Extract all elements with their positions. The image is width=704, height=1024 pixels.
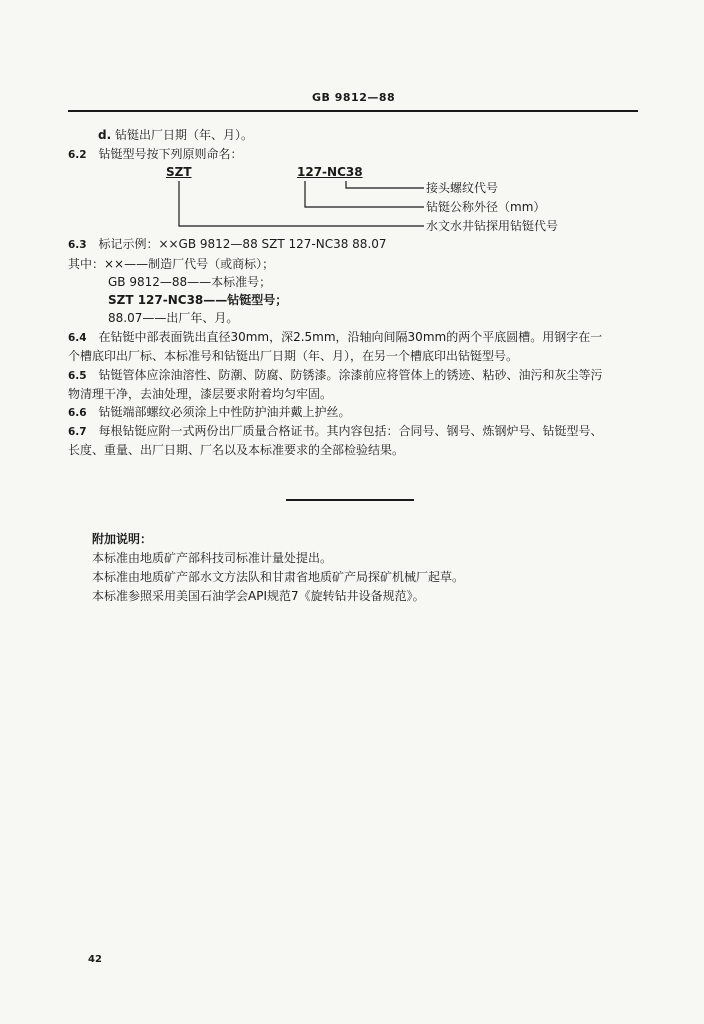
section-6-7-line-2: 长度、重量、出厂日期、厂名以及本标准要求的全部检验结果。 [68,443,405,457]
header-doc-code: GB 9812—88 [312,91,396,104]
item-d-label: d. [98,128,112,142]
section-6-4-line-1: 在钻铤中部表面铣出直径30mm，深2.5mm，沿轴向间隔30mm的两个平底圆槽。用钢字在一 [98,330,603,344]
section-6-3 [68,236,387,253]
section-6-5-line-2: 物清理干净，去油处理，漆层要求附着均匀牢固。 [68,387,333,401]
section-6-3-where: 其中：××——制造厂代号（或商标）； [68,257,275,271]
label-prefix-code: 水文水井钻探用钻铤代号 [426,219,559,233]
section-6-3-line-2: SZT 127-NC38——钻铤型号； [108,293,288,307]
section-6-7-number: 6.7 [68,426,87,438]
model-size-code: 127-NC38 [297,165,363,179]
section-6-6-number: 6.6 [68,407,87,419]
label-nominal-diameter: 钻铤公称外径（mm） [426,200,546,214]
section-6-3-number: 6.3 [68,239,87,251]
section-6-3-line-1: GB 9812—88——本标准号； [108,275,272,289]
section-6-3-text: 标记示例：××GB 9812—88 SZT 127-NC38 88.07 [98,237,387,251]
section-6-2-text: 钻铤型号按下列原则命名： [98,147,243,161]
section-6-4-number: 6.4 [68,332,87,344]
appendix-line-3: 本标准参照采用美国石油学会API规范7《旋转钻井设备规范》。 [92,589,425,603]
diameter-leader [305,181,424,207]
appendix-line-1: 本标准由地质矿产部科技司标准计量处提出。 [92,551,333,565]
appendix-title: 附加说明： [92,532,153,546]
label-thread-code: 接头螺纹代号 [426,181,499,195]
section-6-7-line-1: 每根钻铤应附一式两份出厂质量合格证书。其内容包括：合同号、钢号、炼钢炉号、钻铤型号、 [98,424,603,438]
model-prefix: SZT [166,165,192,179]
section-6-5 [68,367,602,384]
section-6-4-line-2: 个槽底印出厂标、本标准号和钻铤出厂日期（年、月），在另一个槽底印出钻铤型号。 [68,349,519,363]
section-6-6-text: 钻铤端部螺纹必须涂上中性防护油并戴上护丝。 [98,405,351,419]
naming-diagram-lines [0,0,704,240]
item-d-text: 钻铤出厂日期（年、月）。 [114,128,253,142]
section-6-3-line-3: 88.07——出厂年、月。 [108,311,239,325]
section-6-2-number: 6.2 [68,149,87,161]
section-6-5-line-1: 钻铤管体应涂油溶性、防潮、防腐、防锈漆。涂漆前应将管体上的锈迹、粘砂、油污和灰尘等污 [98,368,603,382]
section-6-5-number: 6.5 [68,370,87,382]
page-number: 42 [88,954,102,965]
section-6-4 [68,329,602,346]
end-rule [286,499,414,501]
thread-code-leader [346,181,424,188]
appendix-line-2: 本标准由地质矿产部水文方法队和甘肃省地质矿产局探矿机械厂起草。 [92,570,465,584]
section-6-6 [68,404,350,421]
section-6-7 [68,423,602,440]
